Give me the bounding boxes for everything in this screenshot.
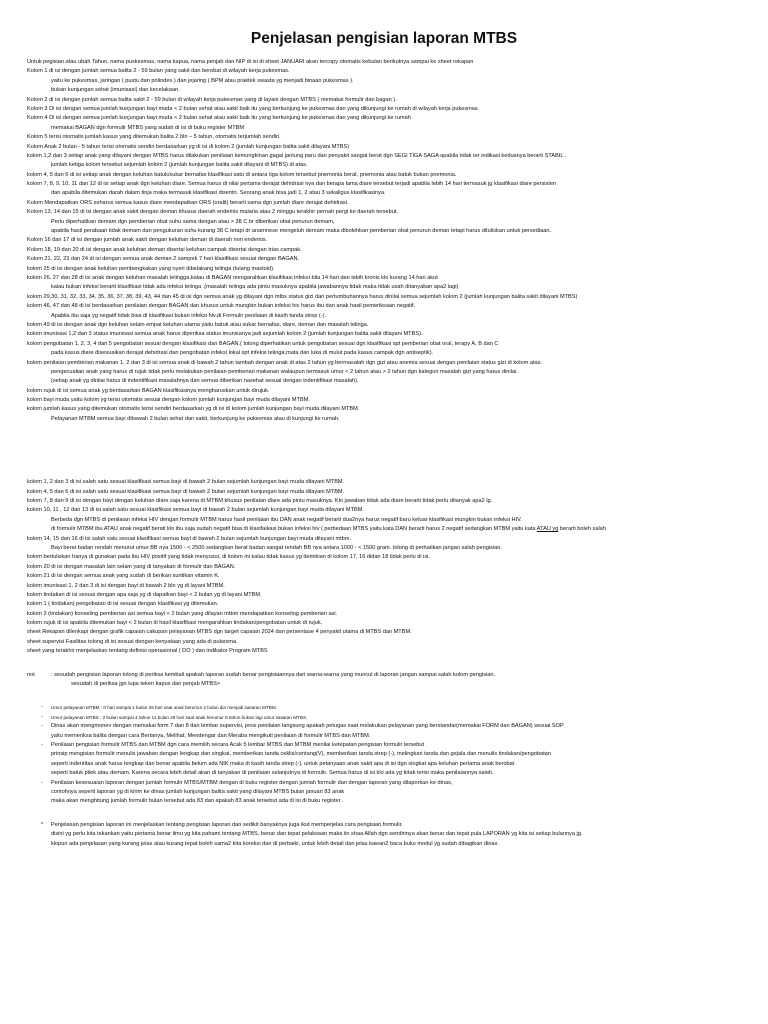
text-line: apabila hasil perabaan tidak demam dan pengukuran suhu kurang 38 C tetapi dr anamnese mengeluh demam maka dibolehkan pemberian obat penurun deman tetapi harus dituliskan untuk persediaan. (51, 228, 552, 235)
list-item (27, 713, 763, 722)
document-body (27, 58, 763, 849)
bullet-dash-icon: - (41, 713, 43, 720)
text-line: Kolom 3 Di isi dengan semua jumlah kunjungan bayi muda < 2 bulan sehat atau sakit baik itu yang berkunjung ke pukesmas dan yang dikunjungi ke rumah di wilayah kerja pukesmas. (27, 105, 480, 112)
text-line: dan apabila ditemukan darah dalam tinja maka termasuk klasifikasi disentri. Seorang anak bisa jadi 1, 2 atau 3 sekaligus klasifikasinya. (51, 190, 386, 197)
text-line: Dinas akan mengmonev dengan memakai form 7 dan 8 dan lembar supervisi, jenis penilaian langsung apakah petugas saat melakukan pelayanan yang berstandar(memakai FORM dan BAGAN) sesuai SOP (51, 723, 564, 730)
bullet-dash-icon: - (41, 704, 43, 711)
text-line: memakai BAGAN dgn formulir MTBS yang sudah di isi di buku register MTBM (51, 124, 245, 131)
instructions-section-balita (27, 58, 763, 424)
text-line: : sesudah pengisian laporan tolong di periksa kembali apakah laporan sudah benar pengisiaannya dari warna-warna yang muncul di laporan jangan sampai salah kolom pengisian. (51, 671, 496, 678)
text-line: Kolom Anak 2 bulan - 5 tahun terisi otomatis sendiri berdasarkan yg di isi di kolom 2 (jumlah kunjungan balita sakit dilayani MTBS) (27, 143, 350, 150)
text-line: maka akan menghitung jumlah formulir bulan tersebut ada 83 dan apakah 83 anak tersebut ada di isi di buku register . (51, 798, 344, 805)
note-section (27, 671, 763, 690)
text-line: Kolom 1 di isi dengan jumlah semua balita 2 - 59 bulan yang sakit dan berobat di wilayah kerja pukesmas. (27, 68, 290, 75)
text-line: Berbeda dgn MTBS di penilaian infeksi HIV dengan formulir MTBM harus hasil penilaian ibu DAN anak negatif berarti dua2nya harus negatif baru keluar klasifikasi mungkin bukan infeksi HIV. (51, 516, 522, 523)
list-item (27, 779, 763, 807)
text-line: disini yg perlu kita tekankan yaitu pertama benar ilmu yg kita pahami tentang MTBS, benar dan tepat pelaksaan maka iin shaa Allah dgn sendirinya akan benar dan tepat pula LAPORAN yg kita isi setiap bulannya jg. (51, 831, 583, 838)
text-line: prinsip mengisian formulir menulis jawaban dengan lengkap dan singkat, memberikan tanda ceklis/centang(V), memberikan tanda strep (-), melingkari tanda dan gejala dan menulis tindakan/pengobatan (51, 751, 551, 758)
text-line: sheet supervisi Fasilitas tolong di isi sesuai dengan kenyataan yang ada di pukesma. (27, 638, 238, 645)
text-line: Kolom 16 dan 17 di isi dengan jumlah anak sakit dengan keluhan deman di daerah non endemis. (27, 237, 268, 244)
text-line: kolom jumlah kasus yang ditemukan otomatis terisi sendiri berdasarkan yg di isi di kolom jumlah kunjungan bayi muda dilayani MTBM. (27, 406, 360, 413)
text-line: kolom 1,2 dan 3 setiap anak yang dilayani dengan MTBS harus dilakukan penilaian kemungkinan gagal jantung paru dan penyakit sangat berat dgn SEGI TIGA SAGA apabila tidak ter indikasi keduanya berarti STABIL . (27, 152, 567, 159)
text-line: kolom 29,30, 31, 32, 33, 34, 35, 36, 37, 38, 39, 43, 44 dan 45 di isi dgn semua anak yg dilayani dgn mtbs status gizi dan pertumbuhannya harus dinilai semua sejumlah kolom 2 (jumlah kunjungan balita sakit dilayani MTBS) (27, 293, 578, 300)
text-line: bukan kunjungan sehat (imunisasi) dan kecelakaan. (51, 87, 180, 94)
text-line: Kolom 4 Di isi dengan semua jumlah kunjungan bayi muda < 2 bulan sehat atau sakit baik itu yang berkunjung ke pukesmas dan yang dikunjungi ke rumah (27, 115, 411, 122)
text-line: Umur pelayanan MTBM : 0 hari sampai 1 bulan 29 hari saat anak berumur 2 bulan dia menjadi sasaran MTBM. (51, 705, 277, 711)
text-line: kolom 7, 8, 9, 10, 11 dan 12 di isi setiap anak dgn keluhan diare. Semua harus di nilai pertama derajat dehidrasi nya dan berapa lama diare tersebut terjadi apabila lebih 14 hari termasuk jg klasifikasi diare persisten (27, 181, 557, 188)
text-line: kolom tindakan di isi sesuai dengan apa saja yg di dapatkan bayi < 2 bulan yg di layani MTBM. (27, 591, 262, 598)
text-line: yaitu memeriksa balita dengan cara Bertanya, Melihat, Mendengar dan Meraba mengikuti penilaian di formulir MTBS dan MTBM. (51, 732, 371, 739)
text-line: Bayi berat badan rendah menurut umur BB nya 1500 - < 2500 sedangkan berat badan sangat rendah BB nya antara 1000 - < 1500 gram. tolong di perhatikan jangan salah pengisian. (51, 544, 502, 551)
text-line: kolom 21 di isi dengan semua anak yang sudah di berikan suntikan vitamin K. (27, 573, 220, 580)
text-line: kolom 7, 8 dan 9 di isi dengan bayi dengan keluhan diare saja karena di MTBM khusus penilaian diare ada pintu masuknya. Klo jawaban tidak ada diare berarti tidak perlu ditanyak apa2 lg. (27, 498, 493, 505)
section-gap (27, 424, 763, 478)
text-line: kolom penilaian pemberian makanan 1, 2 dan 3 di isi semua anak di bawah 2 tahun tambah dengan anak di atas 2 tahun yg bermasalah dgn gizi atau anemia sesuai dengan penilaian status gizi di kolom atas. (27, 359, 542, 366)
closing-text (51, 821, 763, 849)
underlined-text: ATAU yg (536, 526, 559, 533)
text-line: kolom 4, 5 dan 6 di isi setiap anak dengan keluhan batuk/sukar bernafas klasifikasi satu di antara tiga kolom tersebut pnemonia berat, pnemonia atau batuk bukan pnemonia. (27, 171, 457, 178)
text-line: jumlah ketiga kolom tersebut sejumlah kolom 2 (jumlah kunjungan balita sakit dilayani di MTBS) di atas. (51, 162, 308, 169)
text-line: kolom bayi muda yaitu kolom yg terisi otomatis sesuai dengan kolom jumlah kunjungan bayi muda dilayani MTBM. (27, 397, 310, 404)
text-line: Perlu diperhatikan demam dgn pemberian obat suhu sama dengan atau > 38 C br diberikan obat penurun demam, (51, 218, 335, 225)
text-line: kolom 20 di isi dengan masalah lain selain yang di tanyakan di formulir dan BAGAN. (27, 563, 236, 570)
text-line: pengecualian anak yang harus di rujuk tidak perlu melakukan penilaian pemberian makanan walaupun termasuk umur < 2 tahun atau > 2 tahun dgn kategori masalah gizi yang harus dinilai. (51, 368, 518, 375)
text-line: sesudah di periksa jgn lupa teken kapus dan penjab MTBS> (71, 681, 221, 688)
list-item (27, 703, 763, 712)
text-line: (setiap anak yg dinilai harus di indentifikasi masalahnya dan semua diberikan nasehat sesuai dengan indentifikasi masalah). (51, 378, 359, 385)
text-line: sheet Rekapan dilenkapi dengan grafik capaian cakupan pelayanan MTBS dgn target capaian 2024 dan persentase 4 penyakit utama di MTBS dan MTBM. (27, 629, 412, 636)
text-line: Kolom 2 di isi dengan jumlah semua balita sakit 2 - 59 bulan di wilayah kerja pukesmas yang di layani dengan MTBS ( memakai formulir dan bagan ). (27, 96, 397, 103)
bullet-dash-icon: - (41, 723, 43, 730)
text-line: Umur pelayanan MTBS : 2 bulan sampai 4 tahun 11 bulan 29 hari saat anak berumur 5 tahun bukan lagi umur sasaran MTBS. (51, 714, 308, 720)
bullet-dash-icon: - (41, 742, 43, 748)
text-line: kolom 25 di isi dengan anak keluhan pembengkakan yang nyeri dibelakang telinga (tulang mastoid). (27, 265, 275, 272)
text-line: Apabila ibu saja yg negatif tidak bisa di klasifikasi bukan infeksi hiv.di Formulir penilaian di kasih tanda strep (-). (51, 312, 327, 319)
text-line: contohnya seperti laporan yg di kirim ke dinas jumlah kunjungan balita sakit yang dilayani MTBS bulan januari 83 anak (51, 788, 345, 795)
text-line: Penilaian kesesuaian laporan dengan jumlah formulir MTBS/MTBM dengan di buku register dengan jumlah formulir dan dengan laporan yang dilaporkan ke dinas, (51, 779, 453, 786)
text-line: kolom 1, 2 dan 3 di isi salah satu sesuai klasifikasi semua bayi di bawah 2 bulan sejumlah kunjungan bayi muda dilayani MTBM. (27, 479, 345, 486)
text-line: kolom imunisasi 1, 2 dan 3 di isi dengan bayi di bawah 2 bln yg di layani MTBM. (27, 582, 225, 589)
asterisk-marker: * (41, 821, 44, 828)
note-text (27, 671, 763, 690)
note-label: not (27, 671, 35, 678)
section-gap (27, 807, 763, 821)
text-line: kolom rujuk di isi semua anak yg berdasarkan BAGAN klasifikasinya mengharuskan untuk dirujuk. (27, 387, 270, 394)
text-line: kolom 4, 5 dan 6 di isi salah satu sesuai klasifikasi semua bayi di bawah 2 bulan sejumlah kunjungan bayi muda dilayani MTBM. (27, 488, 345, 495)
text-line: kolom 46, 47 dan 48 di isi berdasarkan penilaian dengan BAGAN dan khusus untuk mungkin bukan infeksi hiv harus ibu dan anak hasil pemeriksaan negatif. (27, 303, 416, 310)
text-line: klopun ada penjelasan yang kurang jelas atau kurang tepat boleh sama2 kita koreksi dan di perbaiki, untuk lebih detail dan jelas kawan2 baca buku modul yg sudah dibagikan dinas. (51, 840, 499, 847)
text-line: kolom 2 (tindakan) konseling pemberian asi semua bayi < 2 bulan yang dilayan mtbm mendapatkan konseling pemberian asi. (27, 610, 338, 617)
text-line: kolom pengobatan 1, 2, 3, 4 dan 5 pengobatan sesuai dengan klasifikasi dan BAGAN.( tolong diperhatikan untuk pengobatan sesuai dgn klasifikasi spt pemberian obat oral, terapy A, B dan C (27, 340, 499, 347)
page-title: Penjelasan pengisian laporan MTBS (250, 30, 518, 47)
list-item (27, 722, 763, 741)
text-line: kolom bertuliskan hanya di gunakan pada ibu HIV positif yang tidak menyusui, di kolom ini kalau tidak kasus yg demikian di kolom 17, 16 didan 18 tidak perlu di isi. (27, 554, 430, 561)
text-line: kolom 49 di isi dengan anak dgn keluhan selain empat keluhan utama yaitu batuk atau sukar bernafas, diare, deman dan masalah telinga. (27, 321, 369, 328)
text-line: Kolom 18, 19 dan 20 di isi dengan anak keluhan deman disertai keluhan campak disertai dengan trias campak. (27, 246, 302, 253)
text-line: Kolom Mendapatkan ORS seharus semua kasus diare mendapatkan ORS (oralit) berarti sama dgn jumlah diare derajat dehidrasi. (27, 199, 349, 206)
section-gap (27, 689, 763, 703)
text-line: di formulir MTBM ibu ATAU anak negatif berati klo ibu saja sudah negatif bisa di klasifaikasi bukan infeksi hiv ( perbedaan MTBS yaitu kata DAN berarti harus 2 negatif sedangkan MTBM yaitu kata ATAU yg berarti boleh salah (51, 526, 606, 533)
text-line: Pelayanan MTBM semua bayi dibawah 2 bulan sehat dan sakit, berkunjung ke pukesmas atau di kunjungi ke rumah. (51, 415, 340, 422)
text-line: sheet yang terakhir menjelaskan tentang definisi operasional ( DO ) dan indikator Program MTBS (27, 648, 268, 655)
instructions-section-bayi-muda (27, 478, 763, 656)
text-line: kolom 1 ( tindakan) pengobatan di isi sesuai dengan klasifikasi yg ditemukan. (27, 601, 219, 608)
text-line: pada kasus diare disesuaikan derajat dehidrasi dan pengobatan infeksi lokal spt infeksi telinga,mata dan luka di mulut pada kasus campak dgn antiseptik). (51, 350, 434, 357)
bullet-dash-icon: - (41, 779, 43, 786)
text-line: yaitu ke pukesmas, jaringan ( pustu dan polindes ) dan jejaring ( BPM atau praktek swasta yg menjadi binaan pukesmas ). (51, 77, 354, 84)
text-line: Kolom 13, 14 dan 15 di isi dengan anak sakit dengan deman khusus daerah endemis malaria atau 2 minggu terakhir pernah pergi ke daerah tersebut. (27, 209, 398, 216)
text-line: seperti indentitas anak harus lengkap dan benar apabila belum ada NIK maka di kasih tanda strep (-), untuk petanyaan anak sakit apa di isi dgn singkat apa keluhan pertama anak berobat (51, 760, 515, 767)
text-line: seperti batuk pilek atau demam. Karena secara lebih detail akan di tanyakan di penilaian selanjutnya di formulir. Semua harus di isi klo ada yg tidak terisi maka penilaiannya salah. (51, 770, 494, 777)
section-gap (27, 657, 763, 671)
bullet-list (27, 703, 763, 806)
closing-paragraph (27, 821, 763, 849)
text-line: kolom imunisasi 1,2 dan 3 status imunisasi semua anak harus diperiksa status imunisanya jadi sejumlah kolom 2 (jumlah kunjungan balita sakit dilayani MTBS). (27, 331, 423, 338)
text-line: Kolom 21, 22, 23 dan 24 di isi dengan semua anak deman 2 sampek 7 hari klasifikasi sesuai dengan BAGAN. (27, 256, 300, 263)
text-line: kalau bukan infeksi berarti klasifikasi tidak ada infeksi telinga .(masalah telinga ada pintu masuknya apabila jawabannya tidak maka tidak usah ditanyakan apa2 lagi) (51, 284, 459, 291)
text-line: kolom 10, 11 , 12 dan 13 di isi salah satu sesuai klasifikasi semua bayi di bawah 2 bulan sejumlah kunjungan bayi muda dilayani MTBM. (27, 507, 364, 514)
text-line: Untuk pegisian atau ubah Tahun, nama puskesmas, nama kapua, nama penjab dan NIP di isi di sheet JANUARI akan tercopy otomatis kebulan berikutnya sampai ke sheet rekapan (27, 59, 474, 65)
text-line: kolom 14, 15 dan 16 di isi salah satu sesuai klasifikasi semua bayi di bawah 2 bulan sejumlah kunjungan bayi muda dilayani mtbm. (27, 535, 352, 542)
text-line: Penjelasan pengisian laporan ini menjelaskan tentang pengisian laporan dan sedikit banyaknya juga ikut memperjelas cara pengisian formulir. (51, 821, 403, 828)
text-line: Kolom 5 terisi otomatis jumlah kasus yang ditemukan balita 2 bln – 5 tahun, otomatis terjumlah sendiri. (27, 134, 281, 141)
list-item (27, 741, 763, 779)
text-line: Penilaian pengisian formulir MTBS dan MTBM dgn cara memilih secara Acak 5 lembar MTBS dan MTBM menilai ketepatan pengisian formulir tersebut (51, 742, 425, 748)
text-line: kolom rujuk di isi apabila ditemukan bayi < 2 bulan di hasil klasifikasi mengarahkan tindakan/pengobatan untuk di rujuk. (27, 620, 323, 627)
text-line: kolom 26, 27 dan 28 di isi anak dengan keluhan masalah telingga,kalau di BAGAN mengarahkan klasifikasi infeksi bila 14 hari dan lebih kronis klo kurang 14 hari akut (27, 274, 438, 281)
